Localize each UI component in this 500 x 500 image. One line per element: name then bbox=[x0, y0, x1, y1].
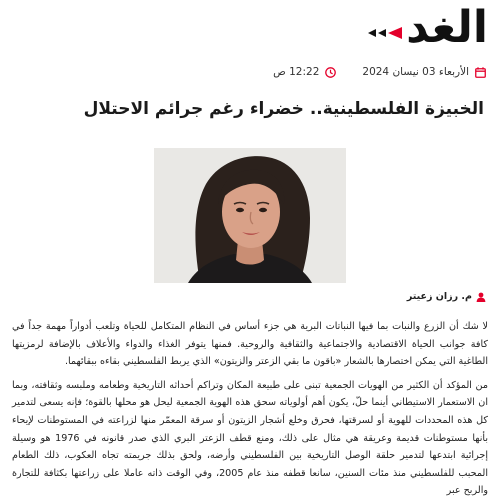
logo-text: الغد bbox=[406, 2, 488, 53]
article-time: 12:22 ص bbox=[273, 66, 320, 78]
author-name: م. رزان زعيتر bbox=[406, 291, 472, 302]
user-icon bbox=[476, 292, 486, 302]
calendar-icon bbox=[475, 67, 486, 78]
logo-arrows-icon bbox=[368, 27, 402, 39]
site-logo[interactable] bbox=[368, 2, 488, 54]
article-meta bbox=[273, 66, 486, 78]
site-header bbox=[0, 0, 500, 60]
article-body bbox=[12, 318, 488, 500]
article-author[interactable] bbox=[407, 291, 486, 302]
article-title: الخبيزة الفلسطينية.. خضراء رغم جرائم الاحتلال bbox=[83, 99, 484, 119]
clock-icon bbox=[325, 67, 336, 78]
article-paragraph: من المؤكد أن الكثير من الهويات الجمعية تبنى على طبيعة المكان وتراكم أحداثه التاريخية وطعامه وملبسه وثقافته، وبما ان الاستعمار الاستيطاني أينما حلّ، يكون أهم أولوياته سحق هذه الهوية الجمعية ليحل هو محلها بالقوة؛ فإنه يسعى لتدمير كل هذه المحددات للهوية أو لسرقتها، فحرق وخلع أشجار الزيتون أو سرقة المعمّر منها لزراعته في المستوطنات لإيحاء بأنها مستوطنات قديمة وعريقة هي مثال على ذلك، ومنع قطف الزعتر البري الذي صدر قانونه في 1976 هو وسيلة إجرائية ابتدعها لتدمير حلقة الوصل التاريخية بين الفلسطيني وأرضه، ولحق بذلك جريمته تجاه العكوب، ذلك الطعام المحبب للفلسطيني منذ مئات السنين، سانعا قطفه منذ عام 2005، وفي الوقت ذاته عاملا على زراعتها بكثافة للتجارة والربح عبر bbox=[12, 379, 488, 497]
article-paragraph: لا شك أن الزرع والنبات بما فيها النباتات البرية هي جزء أساس في النظام المتكامل للحياة وتلعب أدواراً مهمة جداً في كافة جوانب الحياة الاقتصادية والاجتماعية والثقافية والروحية. فمنها يتوفر الغذاء والدواء والأعلاف بالإضافة لرمزيتها الطاغية التي يمكن اختصارها بالشعار «باقون ما بقي الزعتر والزيتون» الذي يربط الفلسطيني بقاءه ببقائهما. bbox=[12, 321, 488, 368]
article-date: الأربعاء 03 نيسان 2024 bbox=[362, 66, 469, 78]
author-photo bbox=[154, 148, 346, 283]
